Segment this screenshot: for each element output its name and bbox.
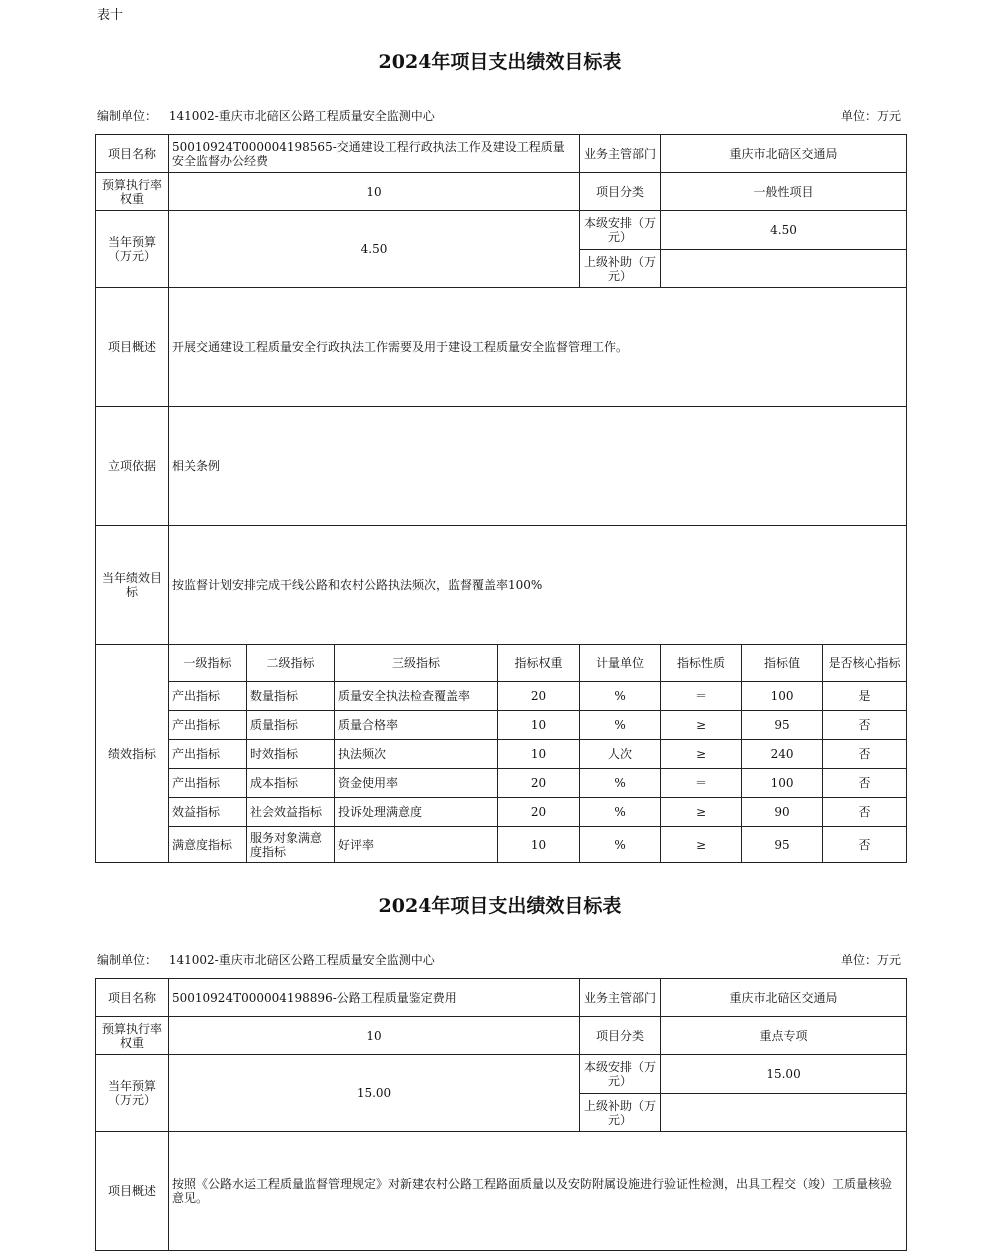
label-local: 本级安排（万元） [580,1055,661,1094]
table1-info [95,134,907,863]
indicator-header: 三级指标 [335,645,498,682]
upper-value [661,250,907,288]
indicator-cell: 执法频次 [335,740,498,769]
budget-value: 15.00 [169,1055,580,1132]
indicator-cell: 10 [498,827,580,863]
indicator-cell: ＝ [661,682,742,711]
indicator-cell: 是 [823,682,907,711]
local-value: 15.00 [661,1055,907,1094]
label-project-name: 项目名称 [96,135,169,173]
indicator-cell: 否 [823,827,907,863]
indicator-cell: 产出指标 [169,682,247,711]
org-value: 141002-重庆市北碚区公路工程质量安全监测中心 [168,953,435,967]
org-label: 编制单位： [97,109,158,123]
table-row [96,827,907,863]
label-local: 本级安排（万元） [580,211,661,250]
table-row [96,740,907,769]
label-goal: 当年绩效目标 [96,526,169,645]
label-overview: 项目概述 [96,1132,169,1251]
table1-title: 2024年项目支出绩效目标表 [378,51,622,73]
dept-value: 重庆市北碚区交通局 [661,979,907,1017]
table-number-label: 表十 [97,8,124,23]
indicator-cell: % [580,711,661,740]
table-row [96,798,907,827]
currency-unit: 单位：万元 [840,109,901,123]
indicator-header: 指标值 [742,645,823,682]
category-value: 一般性项目 [661,173,907,211]
indicator-cell: ≥ [661,827,742,863]
indicator-cell: 90 [742,798,823,827]
indicator-header: 是否核心指标 [823,645,907,682]
label-dept: 业务主管部门 [580,135,661,173]
indicator-cell: 100 [742,682,823,711]
indicator-cell: 否 [823,769,907,798]
table-row [96,711,907,740]
indicator-header: 指标性质 [661,645,742,682]
weight-value: 10 [169,1017,580,1055]
indicator-cell: 社会效益指标 [247,798,335,827]
indicator-cell: ≥ [661,740,742,769]
indicator-cell: 满意度指标 [169,827,247,863]
label-budget: 当年预算（万元） [96,1055,169,1132]
indicator-cell: % [580,769,661,798]
overview-value: 按照《公路水运工程质量监督管理规定》对新建农村公路工程路面质量以及安防附属设施进行验证性检测，出具工程交（竣）工质量核验意见。 [169,1132,907,1251]
indicator-cell: 资金使用率 [335,769,498,798]
indicator-cell: ≥ [661,798,742,827]
project-name-value: 50010924T000004198565-交通建设工程行政执法工作及建设工程质量安全监督办公经费 [169,135,580,173]
dept-value: 重庆市北碚区交通局 [661,135,907,173]
label-category: 项目分类 [580,173,661,211]
project-name-value: 50010924T000004198896-公路工程质量鉴定费用 [169,979,580,1017]
table2-info [95,978,907,1251]
indicator-header: 二级指标 [247,645,335,682]
table2-title: 2024年项目支出绩效目标表 [378,895,622,917]
label-upper: 上级补助（万元） [580,250,661,288]
org-value: 141002-重庆市北碚区公路工程质量安全监测中心 [168,109,435,123]
indicator-cell: 95 [742,827,823,863]
indicator-cell: 10 [498,711,580,740]
indicator-cell: 成本指标 [247,769,335,798]
label-basis: 立项依据 [96,407,169,526]
label-project-name: 项目名称 [96,979,169,1017]
label-budget: 当年预算（万元） [96,211,169,288]
table-row [96,682,907,711]
indicator-cell: 时效指标 [247,740,335,769]
indicator-header: 计量单位 [580,645,661,682]
upper-value [661,1094,907,1132]
goal-value: 按监督计划安排完成干线公路和农村公路执法频次，监督覆盖率100% [169,526,907,645]
indicator-cell: 10 [498,740,580,769]
indicator-cell: % [580,682,661,711]
indicator-cell: 投诉处理满意度 [335,798,498,827]
local-value: 4.50 [661,211,907,250]
label-indicators: 绩效指标 [96,645,169,863]
indicator-cell: ＝ [661,769,742,798]
indicator-cell: 20 [498,769,580,798]
indicator-cell: % [580,827,661,863]
indicator-cell: % [580,798,661,827]
indicator-cell: 质量指标 [247,711,335,740]
indicator-cell: 240 [742,740,823,769]
weight-value: 10 [169,173,580,211]
label-overview: 项目概述 [96,288,169,407]
indicator-cell: 否 [823,711,907,740]
table2-unit-line [97,951,905,968]
org-label: 编制单位： [97,953,158,967]
indicator-cell: 质量合格率 [335,711,498,740]
indicator-cell: ≥ [661,711,742,740]
indicator-cell: 人次 [580,740,661,769]
indicator-header: 指标权重 [498,645,580,682]
indicator-cell: 质量安全执法检查覆盖率 [335,682,498,711]
label-upper: 上级补助（万元） [580,1094,661,1132]
overview-value: 开展交通建设工程质量安全行政执法工作需要及用于建设工程质量安全监督管理工作。 [169,288,907,407]
label-weight: 预算执行率权重 [96,173,169,211]
indicator-cell: 服务对象满意度指标 [247,827,335,863]
indicator-cell: 好评率 [335,827,498,863]
indicator-header: 一级指标 [169,645,247,682]
budget-value: 4.50 [169,211,580,288]
indicator-cell: 95 [742,711,823,740]
indicator-cell: 否 [823,798,907,827]
label-category: 项目分类 [580,1017,661,1055]
label-dept: 业务主管部门 [580,979,661,1017]
table1-unit-line [97,107,905,124]
indicator-cell: 产出指标 [169,740,247,769]
indicator-cell: 产出指标 [169,711,247,740]
indicator-cell: 数量指标 [247,682,335,711]
label-weight: 预算执行率权重 [96,1017,169,1055]
indicator-cell: 20 [498,682,580,711]
indicator-cell: 20 [498,798,580,827]
category-value: 重点专项 [661,1017,907,1055]
indicator-cell: 效益指标 [169,798,247,827]
indicator-cell: 产出指标 [169,769,247,798]
basis-value: 相关条例 [169,407,907,526]
table-row [96,769,907,798]
indicator-cell: 100 [742,769,823,798]
currency-unit: 单位：万元 [840,953,901,967]
indicator-cell: 否 [823,740,907,769]
